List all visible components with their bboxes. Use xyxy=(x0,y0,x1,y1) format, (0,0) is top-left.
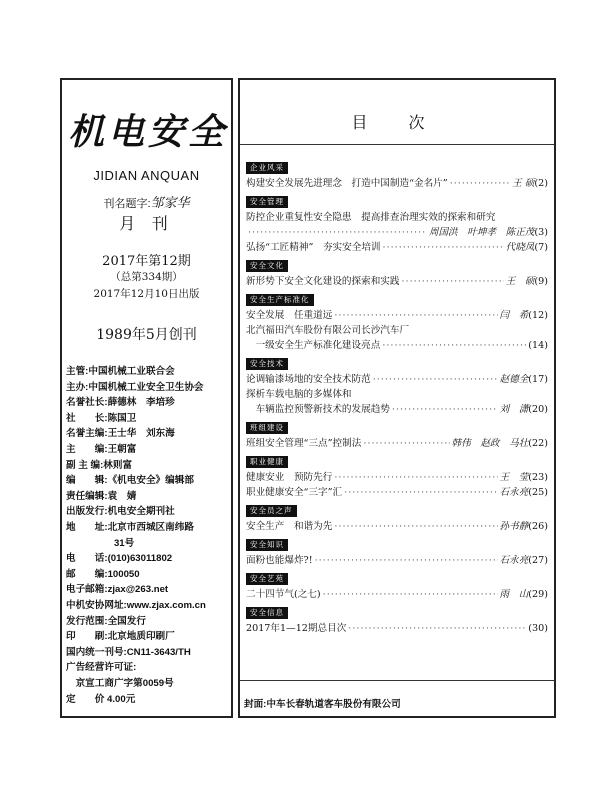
entry-author: 孙书静 xyxy=(499,521,529,532)
entry-title: 2017年1—12期总目次 xyxy=(246,623,347,634)
entry-page: (26) xyxy=(528,521,548,532)
heading-divider xyxy=(240,144,554,145)
entry-author: 代晓凤 xyxy=(505,242,535,253)
masthead-info-line: 电 话:(010)63011802 xyxy=(66,553,173,565)
toc-entry[interactable] xyxy=(246,324,548,337)
entry-author: 周国洪 叶坤孝 陈正茂 xyxy=(428,227,535,238)
entry-author: 刘 潇 xyxy=(499,404,529,415)
dot-leader xyxy=(248,226,427,239)
toc-entry[interactable] xyxy=(246,275,548,288)
masthead-info-line: 主办:中国机械工业安全卫生协会 xyxy=(66,381,204,393)
masthead-info-line: 京宣工商广字第0059号 xyxy=(66,678,174,689)
entry-title: 北汽福田汽车股份有限公司长沙汽车厂 xyxy=(246,325,410,336)
toc-entry[interactable] xyxy=(246,403,548,416)
toc-entry[interactable] xyxy=(246,486,548,499)
toc-entry[interactable] xyxy=(246,339,548,352)
masthead-info-line: 定 价 4.00元 xyxy=(66,693,136,705)
entry-author: 王 硕 xyxy=(505,276,535,287)
dot-leader xyxy=(334,471,497,484)
section-tag: 企业风采 xyxy=(246,162,288,174)
entry-author: 韩伟 赵政 马壮 xyxy=(451,438,529,449)
entry-title: 健康安业 预防先行 xyxy=(246,472,333,483)
dot-leader xyxy=(334,309,497,322)
dot-leader xyxy=(402,275,504,288)
dot-leader xyxy=(348,622,526,635)
section-tag: 安全员之声 xyxy=(246,505,297,517)
inscription-signature: 邹家华 xyxy=(150,195,190,210)
masthead-info-line: 主管:中国机械工业联合会 xyxy=(66,366,175,377)
entry-author: 石永亮 xyxy=(499,487,529,498)
entry-page: (7) xyxy=(534,242,548,253)
toc-entry[interactable] xyxy=(246,241,548,254)
masthead-info-line: 出版发行:机电安全期刊社 xyxy=(66,506,175,518)
dot-leader xyxy=(392,403,498,416)
dot-leader xyxy=(344,486,497,499)
masthead-info-line: 广告经营许可证: xyxy=(66,662,137,674)
dot-leader xyxy=(323,588,498,601)
entry-title: 车辆监控预警新技术的发展趋势 xyxy=(246,404,390,415)
toc-entry[interactable] xyxy=(246,554,548,567)
entry-title: 安全生产 和谐为先 xyxy=(246,521,333,532)
entry-title: 论调输漆场地的安全技术防范 xyxy=(246,374,371,385)
entry-author: 雨 山 xyxy=(499,589,529,600)
entry-author: 王 硕 xyxy=(512,178,535,189)
masthead-info-line: 主 编:王朝富 xyxy=(66,444,137,455)
footer-divider xyxy=(240,680,554,681)
entry-page: (23) xyxy=(528,472,548,483)
entry-page: (20) xyxy=(528,404,548,415)
entry-title: 探析车载电脑的多媒体和 xyxy=(246,389,352,400)
entry-page: (30) xyxy=(528,623,548,634)
dot-leader xyxy=(383,241,504,254)
entry-title: 面粉也能爆炸?! xyxy=(246,555,313,566)
entry-page: (27) xyxy=(528,555,548,566)
entry-author: 闫 希 xyxy=(499,310,529,321)
dot-leader xyxy=(382,339,526,352)
entry-title: 一级安全生产标准化建设亮点 xyxy=(246,340,381,351)
entry-page: (25) xyxy=(528,487,548,498)
masthead-info-line: 印 刷:北京地质印刷厂 xyxy=(66,631,175,643)
masthead-info-line: 发行范围:全国发行 xyxy=(66,615,146,627)
section-tag: 安全文化 xyxy=(246,260,288,272)
entry-title: 弘扬“工匠精神” 夯实安全培训 xyxy=(246,242,381,253)
cover-note: 封面:中车长春轨道客车股份有限公司 xyxy=(244,699,401,710)
issue-number: 2017年第12期 xyxy=(102,254,191,269)
entry-author: 王 莹 xyxy=(499,472,529,483)
dot-leader xyxy=(363,437,449,450)
section-tag: 安全生产标准化 xyxy=(246,294,314,306)
section-tag: 班组建设 xyxy=(246,422,288,434)
section-tag: 职业健康 xyxy=(246,456,288,468)
entry-page: (29) xyxy=(528,589,548,600)
entry-author: 石永亮 xyxy=(499,555,529,566)
dot-leader xyxy=(334,520,497,533)
toc-entry[interactable] xyxy=(246,588,548,601)
masthead-info-line: 名誉社长:薛德林 李培珍 xyxy=(66,397,175,409)
entry-title: 新形势下安全文化建设的探索和实践 xyxy=(246,276,400,287)
section-tag: 安全信息 xyxy=(246,607,288,619)
inscription-label: 刊名题字: xyxy=(103,198,151,210)
entry-page: (17) xyxy=(528,374,548,385)
total-issue: （总第334期） xyxy=(110,271,183,283)
masthead-info-line: 电子邮箱:zjax@263.net xyxy=(66,584,169,596)
entry-page: (22) xyxy=(528,438,548,449)
masthead-panel xyxy=(60,78,233,718)
founded-date: 1989年5月创刊 xyxy=(96,327,197,343)
journal-logo: 机电安全 xyxy=(68,111,229,153)
masthead-info-line: 邮 编:100050 xyxy=(66,568,140,580)
title-inscription xyxy=(62,192,231,211)
toc-entry[interactable] xyxy=(246,373,548,386)
toc-entry[interactable] xyxy=(246,437,548,450)
masthead-info-line: 社 长:陈国卫 xyxy=(66,412,137,424)
entry-page: (14) xyxy=(528,340,548,351)
section-tag: 安全管理 xyxy=(246,196,288,208)
dot-leader xyxy=(373,373,498,386)
entry-title: 班组安全管理“三点”控制法 xyxy=(246,438,362,449)
toc-entry[interactable] xyxy=(246,388,548,401)
toc-entry[interactable] xyxy=(246,520,548,533)
dot-leader xyxy=(315,554,498,567)
entry-title: 防控企业重复性安全隐患 提高排查治理实效的探索和研究 xyxy=(246,212,496,223)
entry-page: (3) xyxy=(534,227,548,238)
section-tag: 安全艺苑 xyxy=(246,573,288,585)
masthead-info-line: 副 主 编:林则富 xyxy=(66,459,133,471)
entry-title: 安全发展 任重道远 xyxy=(246,310,333,321)
toc-entry[interactable] xyxy=(246,622,548,635)
toc-entry[interactable] xyxy=(246,177,548,190)
masthead-info-line: 地 址:北京市西城区南纬路 xyxy=(66,522,194,533)
entry-title: 二十四节气(之七) xyxy=(246,589,321,600)
entry-page: (2) xyxy=(534,178,548,189)
section-tag: 安全技术 xyxy=(246,358,288,370)
masthead-info-line: 国内统一刊号:CN11-3643/TH xyxy=(66,646,191,658)
entry-page: (12) xyxy=(528,310,548,321)
entry-author: 赵德全 xyxy=(499,374,529,385)
entry-page: (9) xyxy=(534,276,548,287)
masthead-info-line: 名誉主编:王士华 刘东海 xyxy=(66,428,175,440)
section-tag: 安全知识 xyxy=(246,539,288,551)
toc-entry[interactable] xyxy=(246,226,548,239)
toc-entry[interactable] xyxy=(246,211,548,224)
masthead-info-line: 责任编辑:袁 婧 xyxy=(66,490,137,502)
entry-title: 职业健康安全“三字”汇 xyxy=(246,487,343,498)
table-of-contents xyxy=(238,78,556,718)
masthead-info-line: 编 辑:《机电安全》编辑部 xyxy=(66,475,194,487)
toc-entry[interactable] xyxy=(246,471,548,484)
dot-leader xyxy=(450,177,510,190)
journal-pinyin: JIDIAN ANQUAN xyxy=(93,168,200,183)
publish-date: 2017年12月10日出版 xyxy=(93,288,200,300)
masthead-info-line: 中机安协网址:www.zjax.com.cn xyxy=(66,600,206,611)
frequency-label: 月 刊 xyxy=(119,216,174,233)
entry-title: 构建安全发展先进理念 打造中国制造“金名片” xyxy=(246,178,448,189)
toc-heading: 目 次 xyxy=(351,113,443,132)
masthead-info-line: 31号 xyxy=(66,537,135,549)
toc-entry[interactable] xyxy=(246,309,548,322)
